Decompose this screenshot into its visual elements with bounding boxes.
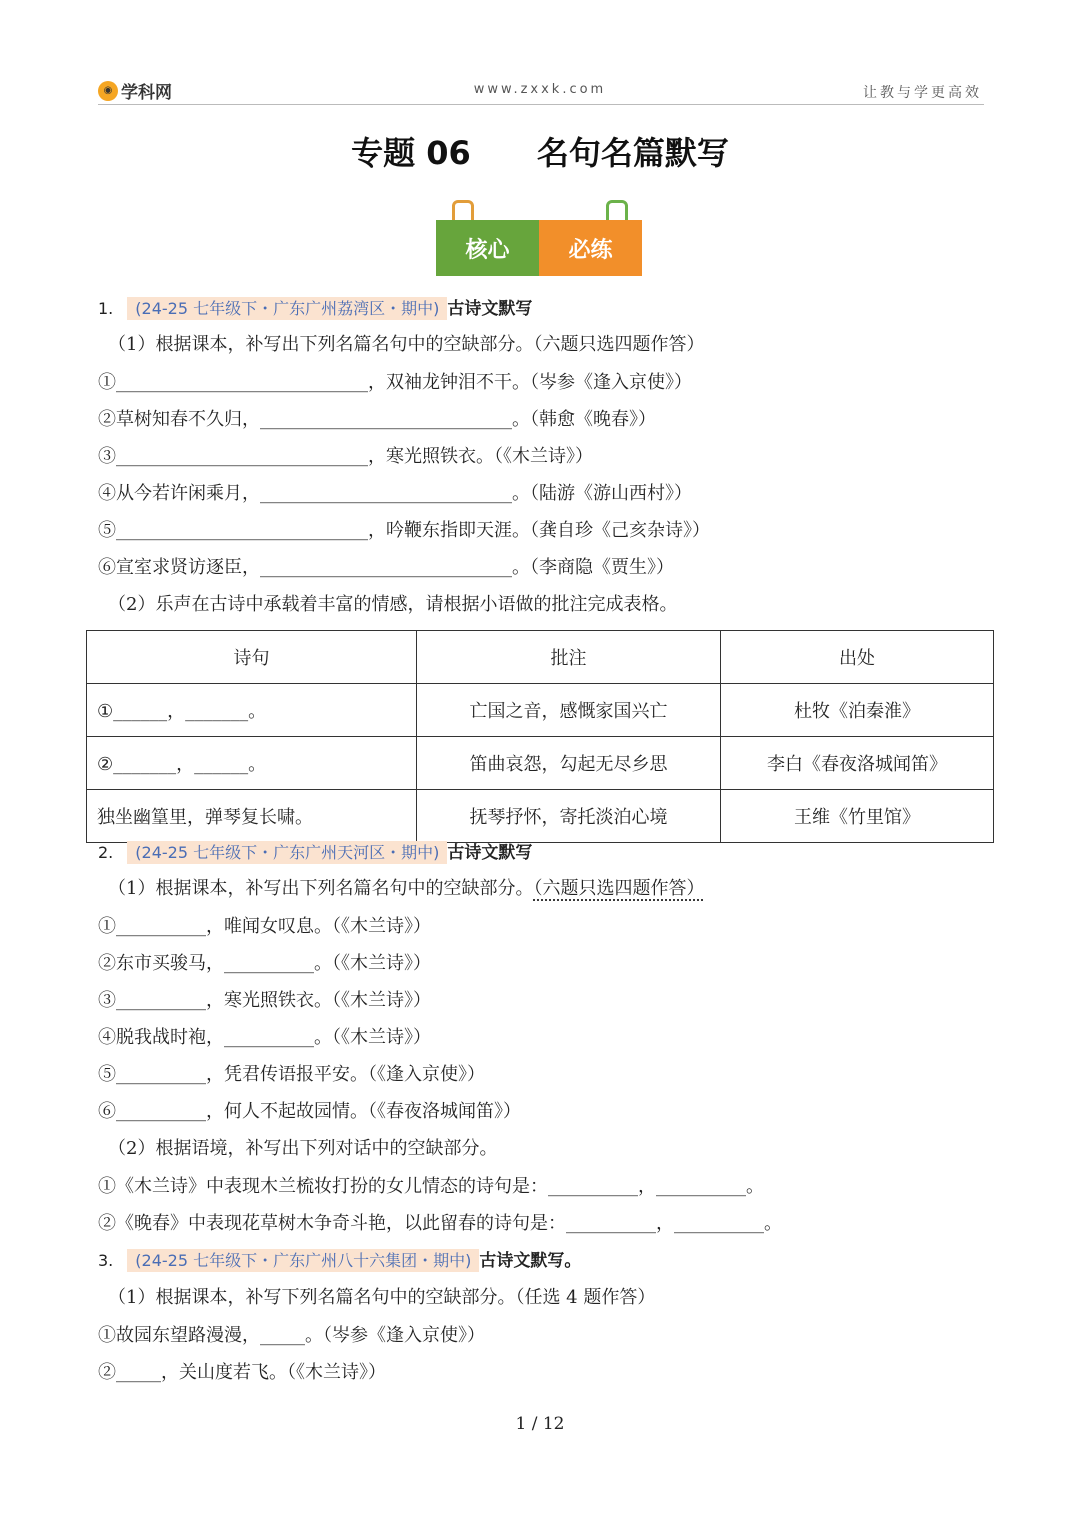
q2-line: ⑥__________，何人不起故园情。（《春夜洛城闻笛》）	[98, 1101, 521, 1122]
page-title	[0, 128, 1080, 174]
section-badge	[436, 220, 642, 276]
poem-table	[86, 630, 994, 843]
site-url: www.zxxk.com	[473, 82, 607, 97]
table-cell: 亡国之音，感慨家国兴亡	[417, 684, 721, 737]
q1-line: ⑥宣室求贤访逐臣，____________________________。（李商隐《贾生》）	[98, 557, 674, 578]
q1-line: ②草树知春不久归，____________________________。（韩愈《晚春》）	[98, 409, 656, 430]
q3-line: ②_____，关山度若飞。（《木兰诗》）	[98, 1362, 386, 1383]
q1-line: ⑤____________________________，吟鞭东指即天涯。（龚自珍《己亥杂诗》）	[98, 520, 710, 541]
table-header-row	[87, 631, 994, 684]
logo-owl-icon: ◉	[98, 81, 118, 101]
table-row	[87, 737, 994, 790]
q1-line: ④从今若许闲乘月，____________________________。（陆游《游山西村》）	[98, 483, 692, 504]
title-part2: 名句名篇默写	[536, 134, 729, 172]
table-header: 出处	[721, 631, 994, 684]
title-part1: 专题 06	[351, 134, 471, 172]
table-cell: 笛曲哀怨，勾起无尽乡思	[417, 737, 721, 790]
q2-line: ⑤__________，凭君传语报平安。（《逢入京使》）	[98, 1064, 485, 1085]
q1-line: ③____________________________，寒光照铁衣。（《木兰诗》）	[98, 446, 593, 467]
question-number: 1.	[98, 299, 114, 318]
q3-part1-instruction: （1）根据课本，补写下列名篇名句中的空缺部分。（任选 4 题作答）	[108, 1287, 656, 1308]
header-divider	[98, 104, 984, 105]
table-cell: 独坐幽篁里，弹琴复长啸。	[87, 790, 417, 843]
question-number: 3.	[98, 1251, 114, 1270]
question-source: (24-25 七年级下・广东广州天河区・期中)	[127, 841, 447, 864]
instruction-text: （1）根据课本，补写出下列名篇名句中的空缺部分。	[108, 878, 534, 899]
badge-left: 核心	[436, 220, 539, 276]
question-type: 古诗文默写	[447, 843, 533, 863]
question-2-header	[98, 842, 532, 864]
slogan: 让教与学更高效	[863, 85, 982, 101]
question-type: 古诗文默写	[447, 299, 533, 319]
question-3-header	[98, 1250, 581, 1272]
table-cell: 王维《竹里馆》	[721, 790, 994, 843]
q3-line: ①故园东望路漫漫，_____。（岑参《逢入京使》）	[98, 1325, 485, 1346]
emphasis-text: （六题只选四题作答）	[533, 878, 705, 899]
table-cell: ①______，_______。	[87, 684, 417, 737]
q2-line: ④脱我战时袍，__________。（《木兰诗》）	[98, 1027, 431, 1048]
page-number: 1 / 12	[515, 1414, 565, 1434]
q1-line: ①____________________________，双袖龙钟泪不干。（岑参《逢入京使》）	[98, 372, 692, 393]
table-header: 诗句	[87, 631, 417, 684]
q2-part1-instruction	[108, 878, 704, 900]
table-cell: ②_______，______。	[87, 737, 417, 790]
q2-dialog-line: ①《木兰诗》中表现木兰梳妆打扮的女儿情态的诗句是：__________，__________。	[98, 1176, 764, 1197]
table-cell: 杜牧《泊秦淮》	[721, 684, 994, 737]
q2-dialog-line: ②《晚春》中表现花草树木争奇斗艳，以此留春的诗句是：__________，__________。	[98, 1213, 782, 1234]
q2-part2-instruction: （2）根据语境，补写出下列对话中的空缺部分。	[108, 1138, 498, 1159]
q2-line: ③__________，寒光照铁衣。（《木兰诗》）	[98, 990, 431, 1011]
q1-part1-instruction: （1）根据课本，补写出下列名篇名句中的空缺部分。（六题只选四题作答）	[108, 334, 705, 355]
q2-line: ①__________，唯闻女叹息。（《木兰诗》）	[98, 916, 431, 937]
q2-line: ②东市买骏马，__________。（《木兰诗》）	[98, 953, 431, 974]
q1-part2-instruction: （2）乐声在古诗中承载着丰富的情感，请根据小语做的批注完成表格。	[108, 594, 678, 615]
question-source: (24-25 七年级下・广东广州八十六集团・期中)	[127, 1249, 479, 1272]
question-source: (24-25 七年级下・广东广州荔湾区・期中)	[127, 297, 447, 320]
question-type: 古诗文默写。	[479, 1251, 582, 1271]
question-number: 2.	[98, 843, 114, 862]
table-cell: 抚琴抒怀，寄托淡泊心境	[417, 790, 721, 843]
table-row	[87, 684, 994, 737]
question-1-header	[98, 298, 532, 320]
table-header: 批注	[417, 631, 721, 684]
badge-right: 必练	[539, 220, 642, 276]
logo-text: 学科网	[121, 83, 172, 103]
table-cell: 李白《春夜洛城闻笛》	[721, 737, 994, 790]
table-row	[87, 790, 994, 843]
